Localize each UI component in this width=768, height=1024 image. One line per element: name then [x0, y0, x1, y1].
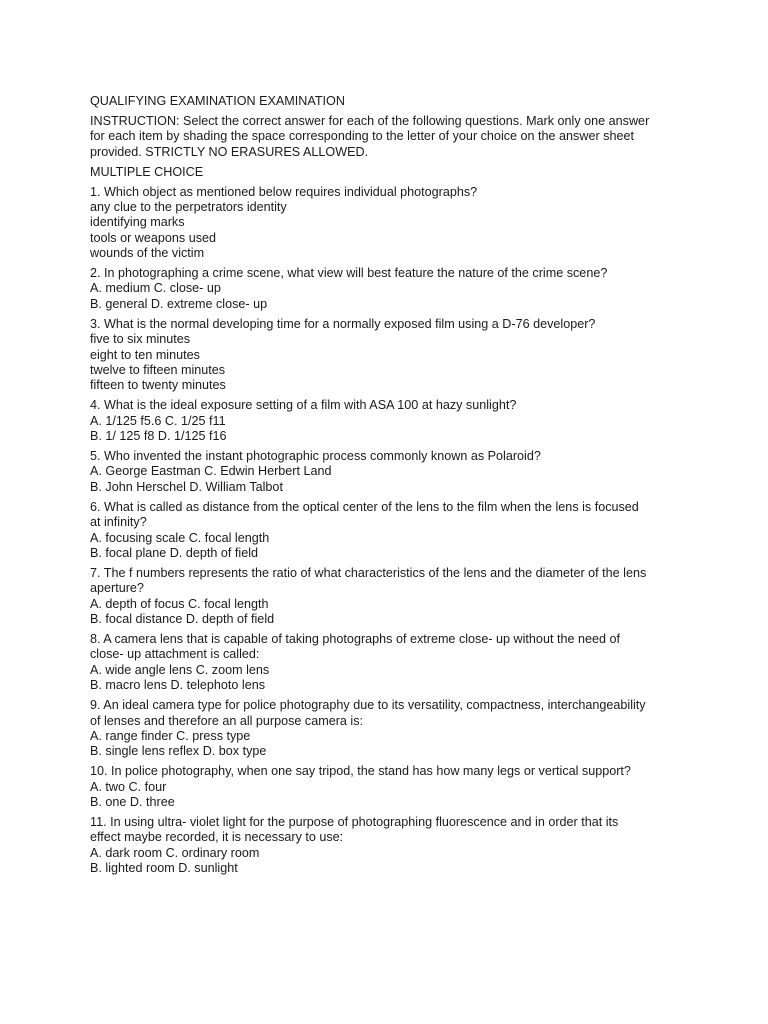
answer-option: B. focal distance D. depth of field	[90, 612, 275, 627]
answer-option: fifteen to twenty minutes	[90, 378, 226, 393]
instruction-line: provided. STRICTLY NO ERASURES ALLOWED.	[90, 144, 369, 159]
answer-option: at infinity?	[90, 515, 147, 530]
question-item	[90, 500, 690, 562]
question-list	[90, 185, 690, 877]
answer-option: of lenses and therefore an all purpose camera is:	[90, 713, 364, 728]
question-item	[90, 317, 690, 394]
instruction-line: for each item by shading the space corresponding to the letter of your choice on the answer sheet	[90, 129, 634, 144]
document-title	[90, 94, 690, 109]
answer-option: effect maybe recorded, it is necessary to use:	[90, 830, 344, 845]
answer-option: B. one D. three	[90, 795, 175, 810]
question-item	[90, 764, 690, 810]
title-text: QUALIFYING EXAMINATION EXAMINATION	[90, 94, 345, 108]
answer-option: A. range finder C. press type	[90, 728, 251, 743]
answer-option: A. 1/125 f5.6 C. 1/25 f11	[90, 413, 226, 428]
answer-option: A. focusing scale C. focal length	[90, 530, 270, 545]
question-item	[90, 449, 690, 495]
question-text: 6. What is called as distance from the optical center of the lens to the film when the lens is focused	[90, 499, 639, 514]
question-text: 11. In using ultra- violet light for the purpose of photographing fluorescence and in order that its	[90, 814, 619, 829]
question-text: 8. A camera lens that is capable of taking photographs of extreme close- up without the need of	[90, 632, 620, 646]
answer-option: twelve to fifteen minutes	[90, 363, 226, 377]
question-text: 1. Which object as mentioned below requires individual photographs?	[90, 184, 478, 199]
instruction-line: INSTRUCTION: Select the correct answer for each of the following questions. Mark only one answer	[90, 113, 650, 128]
section-heading-text: MULTIPLE CHOICE	[90, 164, 204, 179]
answer-option: A. dark room C. ordinary room	[90, 845, 260, 860]
answer-option: B. general D. extreme close- up	[90, 296, 268, 311]
answer-option: A. two C. four	[90, 779, 167, 794]
answer-option: wounds of the victim	[90, 246, 205, 261]
question-item	[90, 632, 690, 694]
answer-option: eight to ten minutes	[90, 347, 200, 362]
answer-option: tools or weapons used	[90, 230, 217, 245]
question-text: 3. What is the normal developing time for a normally exposed film using a D-76 developer?	[90, 316, 596, 331]
question-text: 10. In police photography, when one say tripod, the stand has how many legs or vertical support?	[90, 764, 631, 779]
question-text: 7. The f numbers represents the ratio of what characteristics of the lens and the diameter of the lens	[90, 565, 647, 580]
answer-option: any clue to the perpetrators identity	[90, 199, 287, 214]
answer-option: B. 1/ 125 f8 D. 1/125 f16	[90, 429, 227, 444]
answer-option: A. depth of focus C. focal length	[90, 596, 269, 611]
question-item	[90, 698, 690, 760]
exam-document	[90, 94, 690, 881]
answer-option: B. macro lens D. telephoto lens	[90, 678, 266, 693]
question-item	[90, 398, 690, 444]
answer-option: B. focal plane D. depth of field	[90, 545, 259, 560]
question-item	[90, 815, 690, 877]
answer-option: A. medium C. close- up	[90, 281, 221, 296]
question-item	[90, 266, 690, 312]
question-item	[90, 185, 690, 262]
question-text: 9. An ideal camera type for police photography due to its versatility, compactness, interchangeability	[90, 698, 646, 713]
answer-option: B. lighted room D. sunlight	[90, 861, 238, 876]
question-text: 5. Who invented the instant photographic process commonly known as Polaroid?	[90, 449, 541, 464]
answer-option: A. wide angle lens C. zoom lens	[90, 662, 270, 677]
answer-option: A. George Eastman C. Edwin Herbert Land	[90, 464, 332, 479]
section-heading	[90, 165, 690, 180]
instruction-block	[90, 114, 690, 160]
answer-option: identifying marks	[90, 215, 185, 230]
answer-option: close- up attachment is called:	[90, 647, 260, 662]
answer-option: five to six minutes	[90, 332, 191, 347]
answer-option: B. single lens reflex D. box type	[90, 744, 267, 759]
question-text: 4. What is the ideal exposure setting of a film with ASA 100 at hazy sunlight?	[90, 398, 517, 413]
question-item	[90, 566, 690, 628]
question-text: 2. In photographing a crime scene, what view will best feature the nature of the crime scene?	[90, 266, 608, 281]
answer-option: aperture?	[90, 581, 144, 596]
answer-option: B. John Herschel D. William Talbot	[90, 479, 283, 494]
